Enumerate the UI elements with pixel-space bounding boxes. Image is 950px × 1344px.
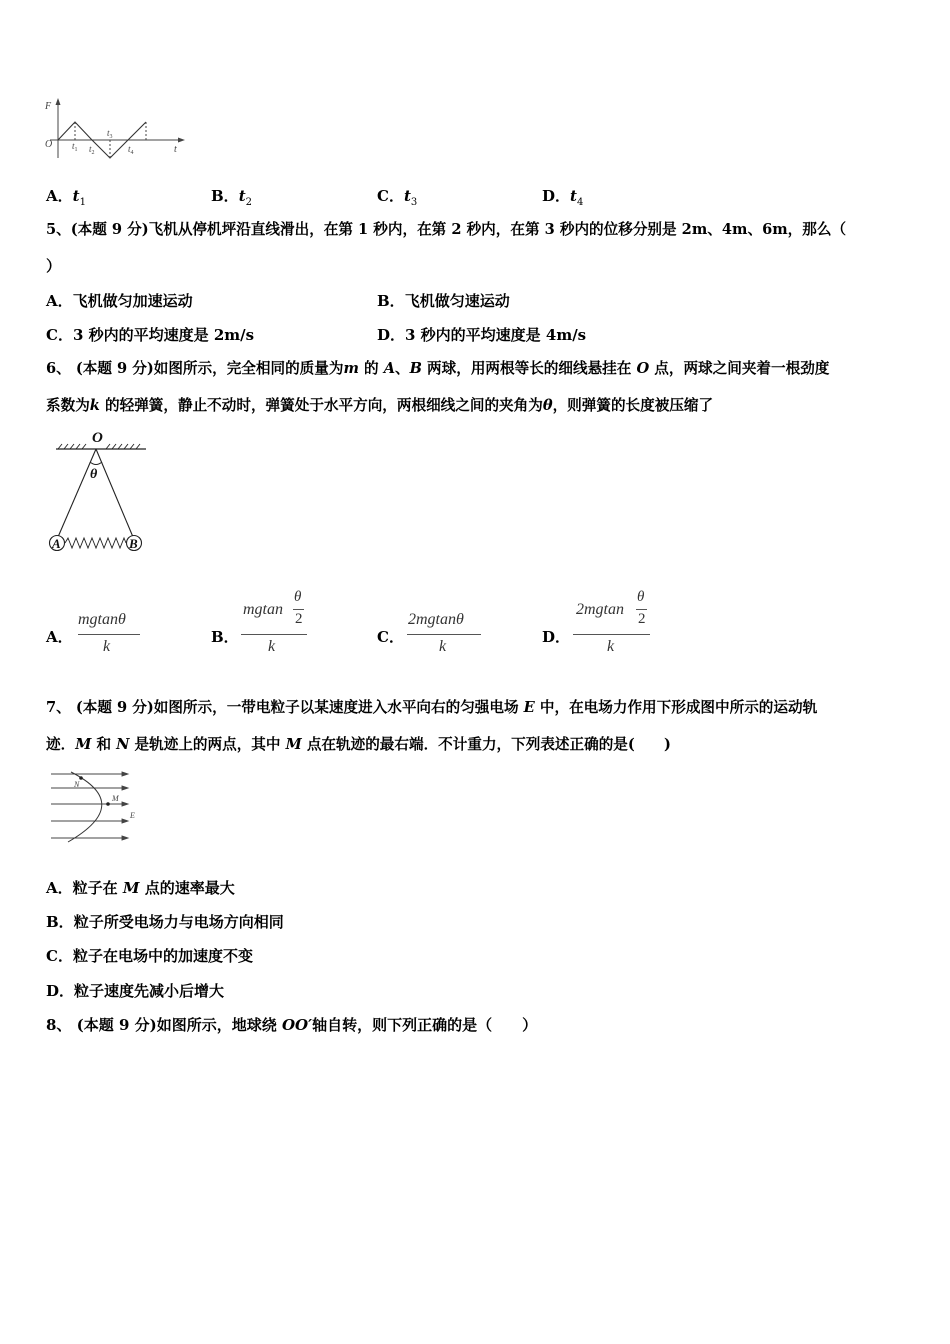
q6-option-d-fraction-bar <box>573 634 650 635</box>
q6-option-a-numerator: mgtanθ <box>78 611 126 628</box>
q6-option-a-fraction-bar <box>78 634 140 635</box>
q7-option-c[interactable]: C．粒子在电场中的加速度不变 <box>46 947 253 965</box>
q7-stem-line2: 迹．M 和 N 是轨迹上的两点，其中 M 点在轨迹的最右端．不计重力，下列表述正确的是( ) <box>46 736 671 753</box>
q7-option-b[interactable]: B．粒子所受电场力与电场方向相同 <box>46 913 284 931</box>
q6-option-a-denominator: k <box>103 638 111 655</box>
tick-t3: $t_3$ <box>107 128 113 140</box>
label-theta: θ <box>90 467 98 482</box>
q5-option-b[interactable]: B．飞机做匀速运动 <box>377 292 510 310</box>
q8-stem: 8、 (本题 9 分)如图所示，地球绕 OO′轴自转，则下列正确的是（ ） <box>46 1016 538 1034</box>
axis-label-f: F <box>45 101 52 112</box>
q4-option-b[interactable]: B．$t_2$ <box>211 187 252 208</box>
q4-option-a[interactable]: A．$t_1$ <box>46 187 86 208</box>
q5-option-a[interactable]: A．飞机做匀加速运动 <box>46 292 193 310</box>
q5-stem-line1: 5、(本题 9 分)飞机从停机坪沿直线滑出，在第 1 秒内，在第 2 秒内，在第 3 秒内的位移分别是 2m、4m、6m，那么（ <box>46 221 847 238</box>
q6-option-c-letter[interactable]: C． <box>377 628 404 646</box>
q6-option-d-inner-bar <box>636 609 647 610</box>
label-ball-a: A <box>52 536 61 551</box>
q6-stem-line2: 系数为k 的轻弹簧，静止不动时，弹簧处于水平方向，两根细线之间的夹角为θ，则弹簧的长度被压缩了 <box>46 397 714 414</box>
q6-option-b-numerator: mgtan <box>243 601 283 618</box>
q6-option-b-sub: 2 <box>295 611 303 627</box>
q7-option-a[interactable]: A．粒子在 M 点的速率最大 <box>46 879 235 897</box>
q6-option-d-sub: 2 <box>638 611 646 627</box>
electric-field-figure <box>46 766 146 846</box>
tick-t2: $t_2$ <box>89 144 95 156</box>
label-ball-b: B <box>129 536 138 551</box>
label-o: O <box>92 430 103 446</box>
q6-option-b-letter[interactable]: B． <box>211 628 239 646</box>
q6-stem-line1: 6、 (本题 9 分)如图所示，完全相同的质量为m 的 A、B 两球，用两根等长的细线悬挂在 O 点，两球之间夹着一根劲度 <box>46 360 830 377</box>
q6-option-d-numerator: 2mgtan <box>576 601 624 618</box>
q4-option-c[interactable]: C．$t_3$ <box>377 187 418 208</box>
spring-pendulum-figure <box>44 425 154 560</box>
tick-t1: $t_1$ <box>72 141 78 153</box>
q7-stem-line1: 7、 (本题 9 分)如图所示，一带电粒子以某速度进入水平向右的匀强电场 E 中，在电场力作用下形成图中所示的运动轨 <box>46 699 818 716</box>
q6-option-c-denominator: k <box>439 638 447 655</box>
q5-option-d[interactable]: D．3 秒内的平均速度是 4m/s <box>377 326 587 344</box>
q6-option-b-fraction-bar <box>241 634 307 635</box>
q6-option-b-inner-bar <box>293 609 304 610</box>
q5-stem-line2: ） <box>46 257 62 275</box>
label-m: M <box>112 794 119 803</box>
q6-option-d-denominator: k <box>607 638 615 655</box>
q6-option-d-letter[interactable]: D． <box>542 628 571 646</box>
q6-option-c-fraction-bar <box>407 634 481 635</box>
q4-option-d[interactable]: D．$t_4$ <box>542 187 584 208</box>
force-time-graph <box>40 95 195 165</box>
q6-option-d-sup: θ <box>637 589 645 605</box>
q6-option-a-letter[interactable]: A． <box>46 628 73 646</box>
label-n: N <box>74 780 80 789</box>
q6-option-c-numerator: 2mgtanθ <box>408 611 464 628</box>
q5-option-c[interactable]: C．3 秒内的平均速度是 2m/s <box>46 326 255 344</box>
tick-t4: $t_4$ <box>128 144 134 156</box>
q6-option-b-sup: θ <box>294 589 302 605</box>
axis-label-t: t <box>174 144 177 155</box>
label-e: E <box>130 811 135 820</box>
origin-label: O <box>45 139 53 150</box>
q7-option-d[interactable]: D．粒子速度先减小后增大 <box>46 982 225 1000</box>
q6-option-b-denominator: k <box>268 638 276 655</box>
